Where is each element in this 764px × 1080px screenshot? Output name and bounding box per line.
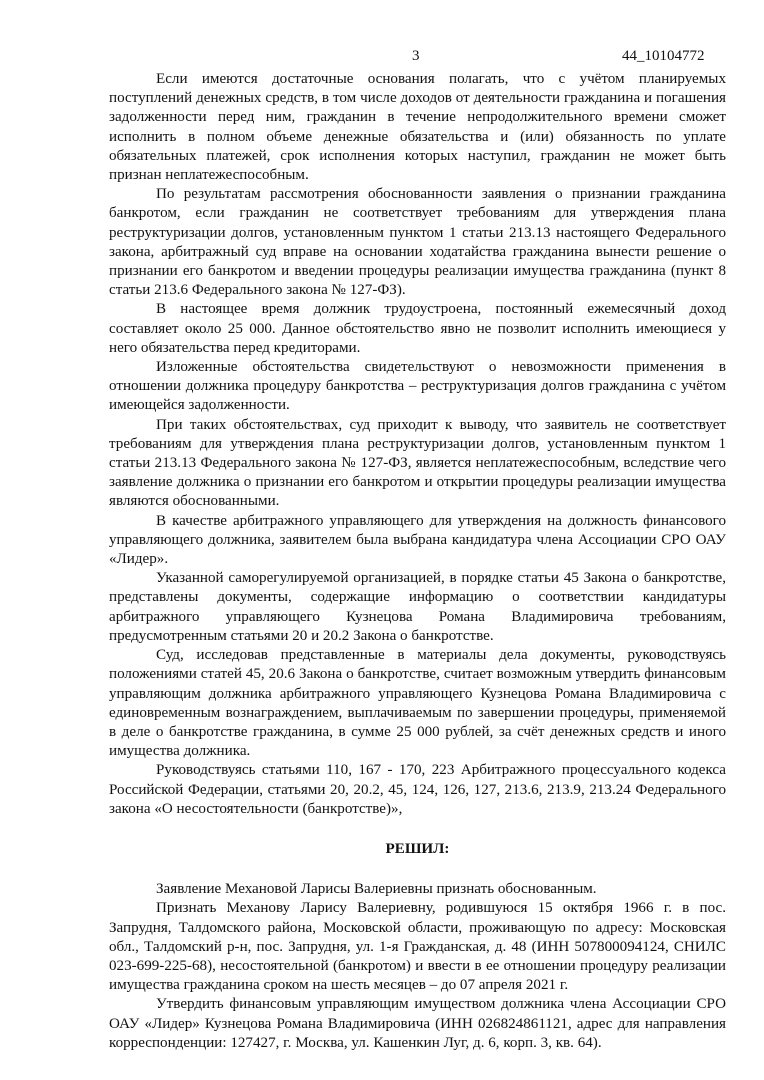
paragraph: В настоящее время должник трудоустроена, постоянный ежемесячный доход составляет около 25 000. Данное обстоятельство явно не позволит исполнить имеющиеся у него обязательства перед кредиторами. [109, 301, 726, 356]
paragraph: В качестве арбитражного управляющего для утверждения на должность финансового управляющего должника, заявителем была выбрана кандидатура члена Ассоциации СРО ОАУ «Лидер». [109, 512, 726, 568]
paragraph: Изложенные обстоятельства свидетельствуют о невозможности применения в отношении должника процедуру банкротства – реструктуризация долгов гражданина с учётом имеющейся задолженности. [109, 359, 726, 414]
document-body [109, 70, 726, 1053]
paragraph: Если имеются достаточные основания полагать, что с учётом планируемых поступлений денежных средств, в том числе доходов от деятельности гражданина и погашения задолженности перед ним, гражданин в течение непродолжительного времени сможет исполнить в полном объеме денежные обязательства и (или) обязанность по уплате обязательных платежей, срок исполнения которых наступил, гражданин не может быть признан неплатежеспособным. [109, 71, 726, 184]
paragraph: Заявление Механовой Ларисы Валериевны признать обоснованным. [156, 881, 597, 898]
paragraph: Суд, исследовав представленные в материалы дела документы, руководствуясь положениями статей 45, 20.6 Закона о банкротстве, считает возможным утвердить финансовым управляющим должника арбитражного управляющего Кузнецова Романа Владимировича с единовременным вознаграждением, выплачиваемым по завершении процедуры, применяемой в деле о банкротстве гражданина, в сумме 25 000 рублей, за счёт денежных средств и иного имущества должника. [109, 647, 726, 760]
page-number: 3 [412, 48, 420, 64]
paragraph: Признать Механову Ларису Валериевну, родившуюся 15 октября 1966 г. в пос. Запрудня, Талдомского района, Московской области, проживающую по адресу: Московская обл., Талдомский р-н, пос. Запрудня, ул. 1-я Гражданская, д. 48 (ИНН 507800094124, СНИЛС 023-699-225-68), несостоятельной (банкротом) и ввести в ее отношении процедуру реализации имущества гражданина сроком на шесть месяцев – до 07 апреля 2021 г. [109, 900, 726, 994]
paragraph: При таких обстоятельствах, суд приходит к выводу, что заявитель не соответствует требованиям для утверждения плана реструктуризации долгов, установленным пунктом 1 статьи 213.13 Федерального закона № 127-ФЗ, является неплатежеспособным, вследствие чего заявление должника о признании его банкротом и открытии процедуры реализации имущества являются обоснованными. [109, 416, 726, 510]
paragraph: Утвердить финансовым управляющим имуществом должника члена Ассоциации СРО ОАУ «Лидер» Кузнецова Романа Владимировича (ИНН 026824861121, адрес для направления корреспонденции: 127427, г. Москва, ул. Кашенкин Луг, д. 6, корп. 3, кв. 64). [109, 996, 726, 1051]
decision-heading: РЕШИЛ: [385, 840, 450, 857]
paragraph: Указанной саморегулируемой организацией, в порядке статьи 45 Закона о банкротстве, представлены документы, содержащие информацию о соответствии кандидатуры арбитражного управляющего Кузнецова Романа Владимировича требованиям, предусмотренным статьями 20 и 20.2 Закона о банкротстве. [109, 570, 726, 644]
paragraph: По результатам рассмотрения обоснованности заявления о признании гражданина банкротом, если гражданин не соответствует требованиям для утверждения плана реструктуризации долгов, установленным пунктом 1 статьи 213.13 настоящего Федерального закона, арбитражный суд вправе на основании ходатайства гражданина вынести решение о признании его банкротом и введении процедуры реализации имущества гражданина (пункт 8 статьи 213.6 Федерального закона № 127-ФЗ). [109, 186, 726, 299]
document-id: 44_10104772 [622, 48, 705, 64]
paragraph: Руководствуясь статьями 110, 167 - 170, 223 Арбитражного процессуального кодекса Российской Федерации, статьями 20, 20.2, 45, 124, 126, 127, 213.6, 213.9, 213.24 Федерального закона «О несостоятельности (банкротстве)», [109, 762, 726, 817]
